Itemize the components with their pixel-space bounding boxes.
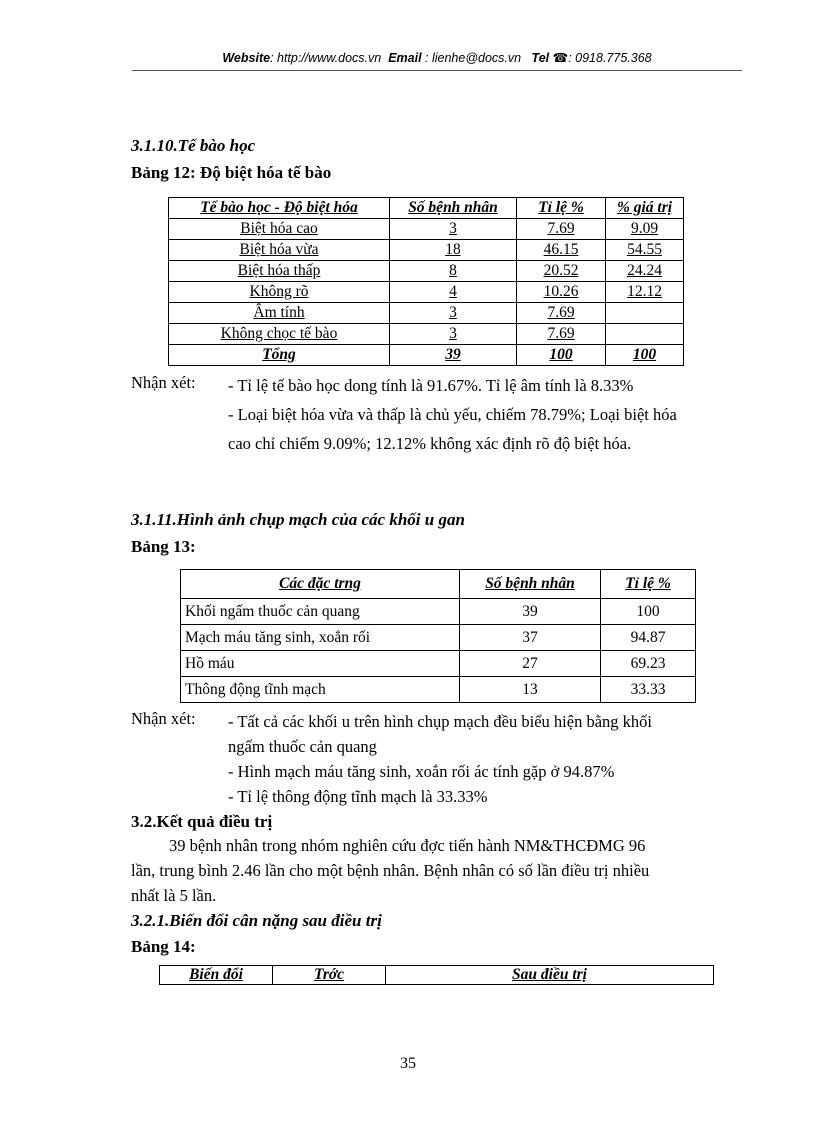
column-header: Tế bào học - Độ biệt hóa	[169, 198, 390, 219]
column-header: Sau điều trị	[386, 966, 714, 985]
table-cell: 18	[390, 240, 517, 261]
table-14-caption: Bảng 14:	[131, 937, 196, 956]
note-body	[228, 709, 740, 809]
note-line: - Tỉ lệ tế bào học dong tính là 91.67%. Tỉ lệ âm tính là 8.33%	[228, 376, 634, 395]
email-label: Email	[388, 51, 422, 65]
table-cell: Thông động tĩnh mạch	[181, 677, 460, 703]
table-row	[181, 651, 696, 677]
table-cell: Không chọc tế bào	[169, 324, 390, 345]
section-3-2-1-title: 3.2.1.Biến đổi cân nặng sau điều trị	[131, 911, 382, 930]
tel-value: : 0918.775.368	[568, 51, 652, 65]
table-14	[159, 965, 714, 985]
phone-icon: ☎	[552, 51, 569, 65]
section-3-2-title: 3.2.Kết quả điều trị	[131, 812, 273, 831]
table-header-row	[169, 198, 684, 219]
table-cell: 4	[390, 282, 517, 303]
paragraph-line: lần, trung bình 2.46 lần cho một bệnh nhân. Bệnh nhân có số lần điều trị nhiều	[131, 861, 650, 880]
column-header: Tỉ lệ %	[517, 198, 606, 219]
website-value: : http://www.docs.vn	[270, 51, 382, 65]
note-line: cao chỉ chiếm 9.09%; 12.12% không xác định rõ độ biệt hóa.	[228, 434, 632, 453]
table-12	[168, 197, 684, 366]
table-cell: 7.69	[517, 303, 606, 324]
table-cell: 7.69	[517, 324, 606, 345]
table-cell: 94.87	[601, 625, 696, 651]
table-cell	[606, 324, 684, 345]
page-header	[132, 50, 742, 65]
tel-label: Tel	[531, 51, 550, 65]
table-cell: Biệt hóa cao	[169, 219, 390, 240]
note-line: - Tất cả các khối u trên hình chụp mạch đều biểu hiện bằng khối	[228, 712, 652, 731]
column-header: Tỉ lệ %	[601, 570, 696, 599]
note-label: Nhận xét:	[131, 373, 196, 392]
table-row	[181, 599, 696, 625]
paragraph-line: nhất là 5 lần.	[131, 886, 217, 905]
table-cell: 12.12	[606, 282, 684, 303]
table-cell: 27	[460, 651, 601, 677]
column-header: Biến đổi	[160, 966, 273, 985]
table-cell: Âm tính	[169, 303, 390, 324]
table-cell: Khối ngấm thuốc cản quang	[181, 599, 460, 625]
section-3-1-11-title: 3.1.11.Hình ảnh chụp mạch của các khối u gan	[131, 510, 465, 529]
table-cell: 3	[390, 303, 517, 324]
header-divider	[132, 70, 742, 71]
table-cell: Không rõ	[169, 282, 390, 303]
table-cell: 24.24	[606, 261, 684, 282]
table-row	[169, 261, 684, 282]
table-cell: 9.09	[606, 219, 684, 240]
table-13	[180, 569, 696, 703]
column-header: Số bệnh nhân	[460, 570, 601, 599]
section-3-2-paragraph	[131, 833, 741, 908]
table-header-row	[181, 570, 696, 599]
table-cell: Tổng	[169, 345, 390, 366]
page-number: 35	[400, 1055, 416, 1072]
table-cell: Biệt hóa vừa	[169, 240, 390, 261]
table-row	[169, 282, 684, 303]
note-line: - Tỉ lệ thông động tĩnh mạch là 33.33%	[228, 787, 488, 806]
table-cell: 100	[517, 345, 606, 366]
table-cell: 10.26	[517, 282, 606, 303]
table-cell: 7.69	[517, 219, 606, 240]
table-cell: 100	[606, 345, 684, 366]
table-cell: 8	[390, 261, 517, 282]
column-header: % giá trị	[606, 198, 684, 219]
table-cell: 100	[601, 599, 696, 625]
table-total-row	[169, 345, 684, 366]
note-line: ngấm thuốc cản quang	[228, 737, 377, 756]
table-cell: 37	[460, 625, 601, 651]
column-header: Số bệnh nhân	[390, 198, 517, 219]
section-3-1-10-title: 3.1.10.Tế bào học	[131, 136, 256, 155]
table-cell: 69.23	[601, 651, 696, 677]
paragraph-line: 39 bệnh nhân trong nhóm nghiên cứu đợc tiến hành NM&THCĐMG 96	[169, 836, 646, 855]
table-row	[169, 324, 684, 345]
column-header: Các đặc trng	[181, 570, 460, 599]
table-12-caption: Bảng 12: Độ biệt hóa tế bào	[131, 163, 332, 182]
table-cell: 20.52	[517, 261, 606, 282]
table-cell: Biệt hóa thấp	[169, 261, 390, 282]
note-line: - Hình mạch máu tăng sinh, xoắn rối ác tính gặp ở 94.87%	[228, 762, 615, 781]
table-13-caption: Bảng 13:	[131, 537, 196, 556]
table-cell	[606, 303, 684, 324]
table-header-row	[160, 966, 714, 985]
note-line: - Loại biệt hóa vừa và thấp là chủ yếu, chiếm 78.79%; Loại biệt hóa	[228, 405, 677, 424]
table-cell: 3	[390, 324, 517, 345]
note-body	[228, 373, 740, 456]
table-cell: 46.15	[517, 240, 606, 261]
table-row	[169, 240, 684, 261]
table-row	[181, 625, 696, 651]
table-row	[169, 303, 684, 324]
column-header: Trớc	[273, 966, 386, 985]
website-label: Website	[222, 51, 271, 65]
table-cell: 13	[460, 677, 601, 703]
table-cell: 39	[390, 345, 517, 366]
email-value: : lienhe@docs.vn	[421, 51, 522, 65]
table-cell: 33.33	[601, 677, 696, 703]
table-row	[181, 677, 696, 703]
table-cell: 54.55	[606, 240, 684, 261]
table-cell: 39	[460, 599, 601, 625]
table-row	[169, 219, 684, 240]
note-label: Nhận xét:	[131, 709, 196, 728]
table-cell: 3	[390, 219, 517, 240]
table-cell: Hồ máu	[181, 651, 460, 677]
table-cell: Mạch máu tăng sinh, xoắn rối	[181, 625, 460, 651]
